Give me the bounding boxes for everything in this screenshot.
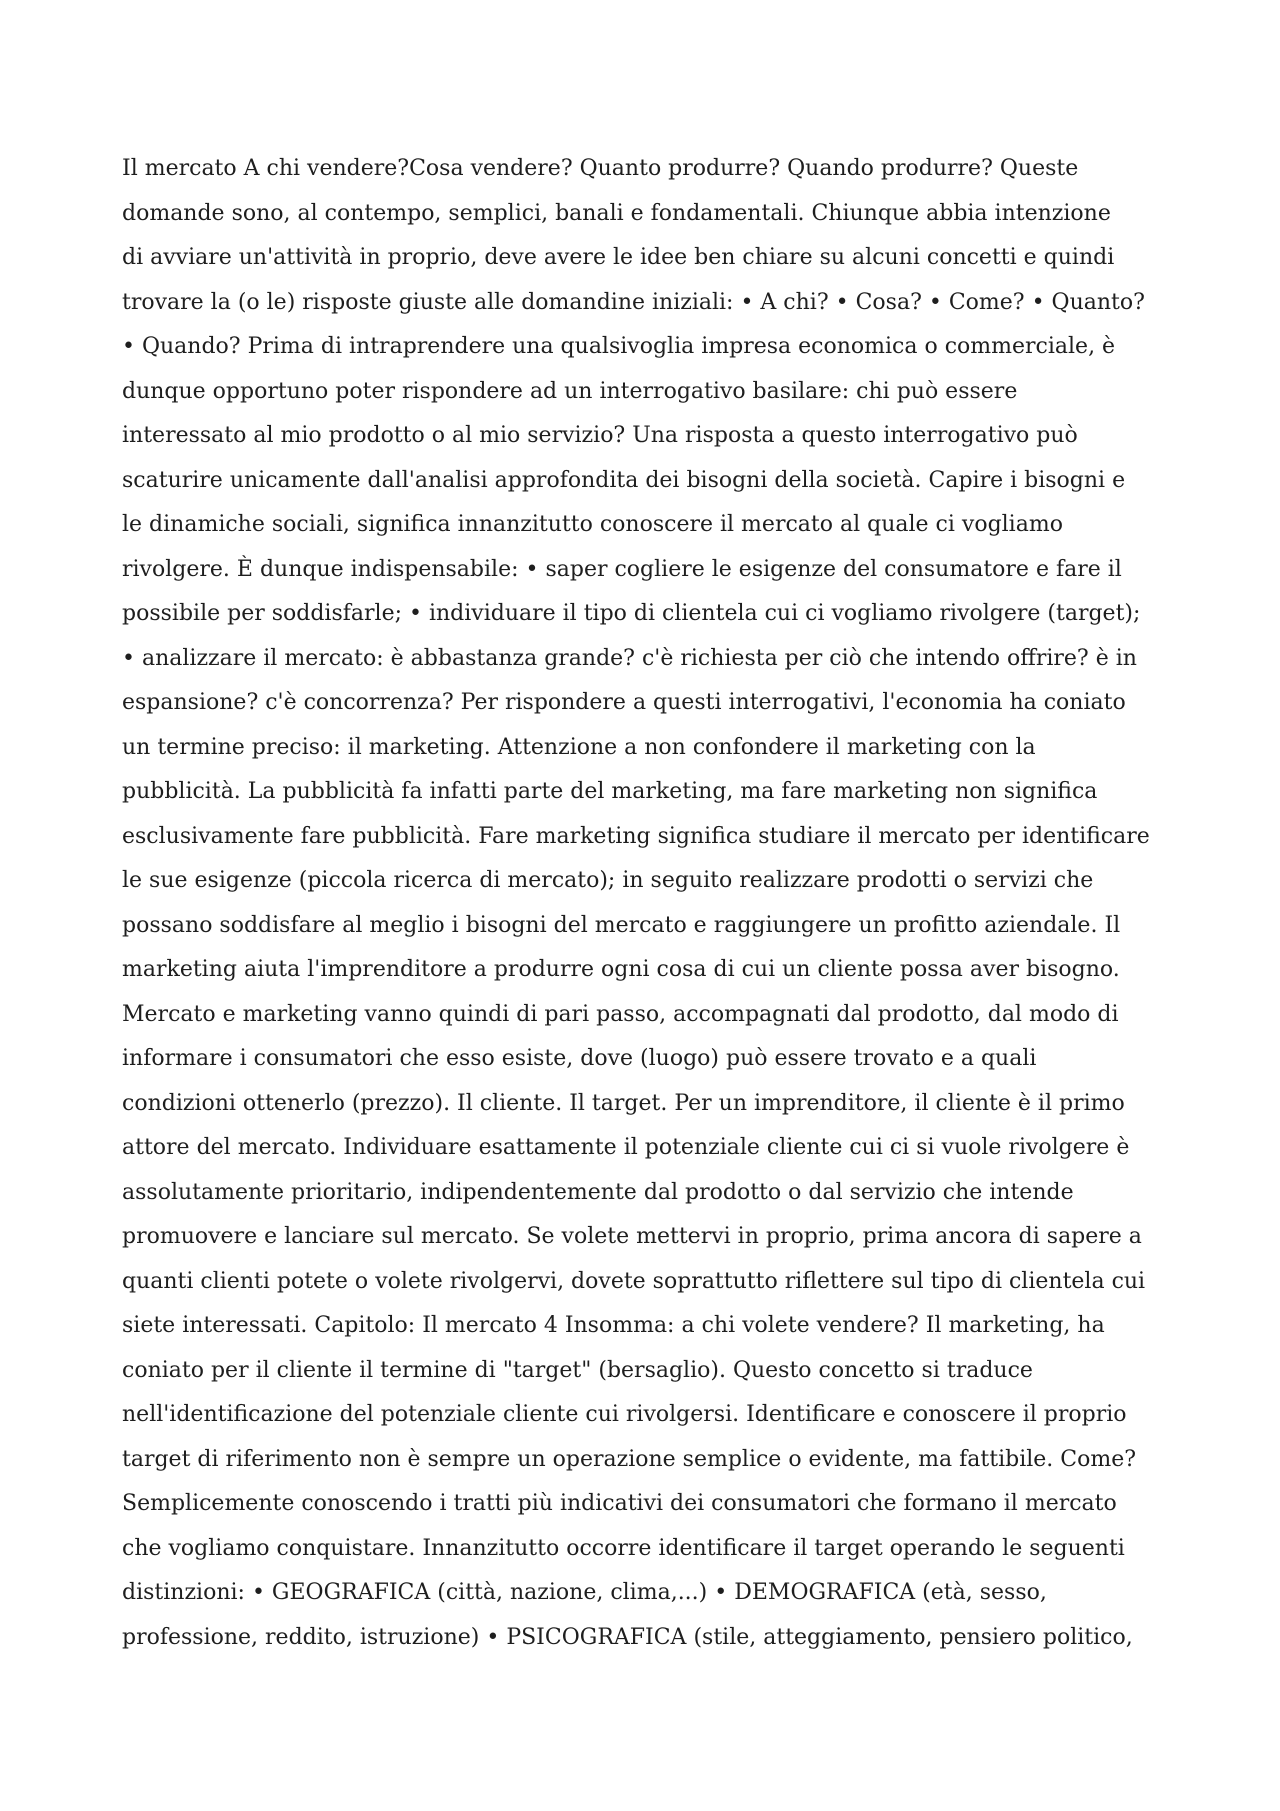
text-line: pubblicità. La pubblicità fa infatti parte del marketing, ma fare marketing non significa bbox=[122, 779, 1098, 804]
text-line: coniato per il cliente il termine di "target" (bersaglio). Questo concetto si traduce bbox=[122, 1357, 1033, 1383]
text-line: rivolgere. È dunque indispensabile: • saper cogliere le esigenze del consumatore e fare il bbox=[122, 556, 1122, 582]
text-line: • Quando? Prima di intraprendere una qualsivoglia impresa economica o commerciale, è bbox=[122, 334, 1116, 359]
text-line: attore del mercato. Individuare esattamente il potenziale cliente cui ci si vuole rivolgere è bbox=[122, 1135, 1130, 1160]
text-line: espansione? c'è concorrenza? Per rispondere a questi interrogativi, l'economia ha coniato bbox=[122, 690, 1126, 715]
text-line: esclusivamente fare pubblicità. Fare marketing significa studiare il mercato per identificare bbox=[122, 823, 1150, 849]
text-line: condizioni ottenerlo (prezzo). Il cliente. Il target. Per un imprenditore, il cliente è il primo bbox=[122, 1090, 1125, 1116]
text-line: che vogliamo conquistare. Innanzitutto occorre identificare il target operando le seguenti bbox=[122, 1535, 1125, 1561]
text-line: dunque opportuno poter rispondere ad un interrogativo basilare: chi può essere bbox=[122, 378, 1018, 404]
text-line: nell'identificazione del potenziale cliente cui rivolgersi. Identificare e conoscere il proprio bbox=[122, 1402, 1127, 1427]
text-line: scaturire unicamente dall'analisi approfondita dei bisogni della società. Capire i bisogni e bbox=[122, 467, 1126, 493]
text-line: siete interessati. Capitolo: Il mercato 4 Insomma: a chi volete vendere? Il marketing, ha bbox=[122, 1313, 1105, 1338]
text-line: Semplicemente conoscendo i tratti più indicativi dei consumatori che formano il mercato bbox=[122, 1491, 1117, 1516]
text-line: marketing aiuta l'imprenditore a produrre ogni cosa di cui un cliente possa aver bisogno. bbox=[122, 957, 1120, 982]
text-line: possibile per soddisfarle; • individuare il tipo di clientela cui ci vogliamo rivolgere (target); bbox=[122, 601, 1141, 626]
text-line: distinzioni: • GEOGRAFICA (città, nazione, clima,...) • DEMOGRAFICA (età, sesso, bbox=[122, 1580, 1047, 1605]
text-line: le sue esigenze (piccola ricerca di mercato); in seguito realizzare prodotti o servizi che bbox=[122, 868, 1094, 893]
text-line: professione, reddito, istruzione) • PSICOGRAFICA (stile, atteggiamento, pensiero politico, bbox=[122, 1624, 1133, 1650]
text-line: possano soddisfare al meglio i bisogni del mercato e raggiungere un profitto aziendale. Il bbox=[122, 912, 1121, 938]
text-line: trovare la (o le) risposte giuste alle domandine iniziali: • A chi? • Cosa? • Come? • Quanto? bbox=[122, 289, 1145, 315]
text-line: quanti clienti potete o volete rivolgervi, dovete soprattutto riflettere sul tipo di clientela cui bbox=[122, 1268, 1146, 1294]
text-line: le dinamiche sociali, significa innanzitutto conoscere il mercato al quale ci vogliamo bbox=[122, 512, 1063, 537]
text-line: Mercato e marketing vanno quindi di pari passo, accompagnati dal prodotto, dal modo di bbox=[122, 1001, 1119, 1027]
text-line: di avviare un'attività in proprio, deve avere le idee ben chiare su alcuni concetti e quindi bbox=[122, 245, 1115, 270]
text-line: • analizzare il mercato: è abbastanza grande? c'è richiesta per ciò che intendo offrire? è in bbox=[122, 645, 1137, 671]
text-line: informare i consumatori che esso esiste, dove (luogo) può essere trovato e a quali bbox=[122, 1046, 1037, 1071]
text-line: promuovere e lanciare sul mercato. Se volete mettervi in proprio, prima ancora di sapere a bbox=[122, 1224, 1142, 1249]
body-text bbox=[122, 147, 1167, 1660]
text-line: un termine preciso: il marketing. Attenzione a non confondere il marketing con la bbox=[122, 734, 1036, 760]
text-line: interessato al mio prodotto o al mio servizio? Una risposta a questo interrogativo può bbox=[122, 423, 1078, 448]
text-line: Il mercato A chi vendere?Cosa vendere? Quanto produrre? Quando produrre? Queste bbox=[122, 156, 1079, 181]
text-line: assolutamente prioritario, indipendentemente dal prodotto o dal servizio che intende bbox=[122, 1179, 1074, 1205]
text-line: domande sono, al contempo, semplici, banali e fondamentali. Chiunque abbia intenzione bbox=[122, 200, 1111, 226]
text-line: target di riferimento non è sempre un operazione semplice o evidente, ma fattibile. Come? bbox=[122, 1446, 1137, 1472]
